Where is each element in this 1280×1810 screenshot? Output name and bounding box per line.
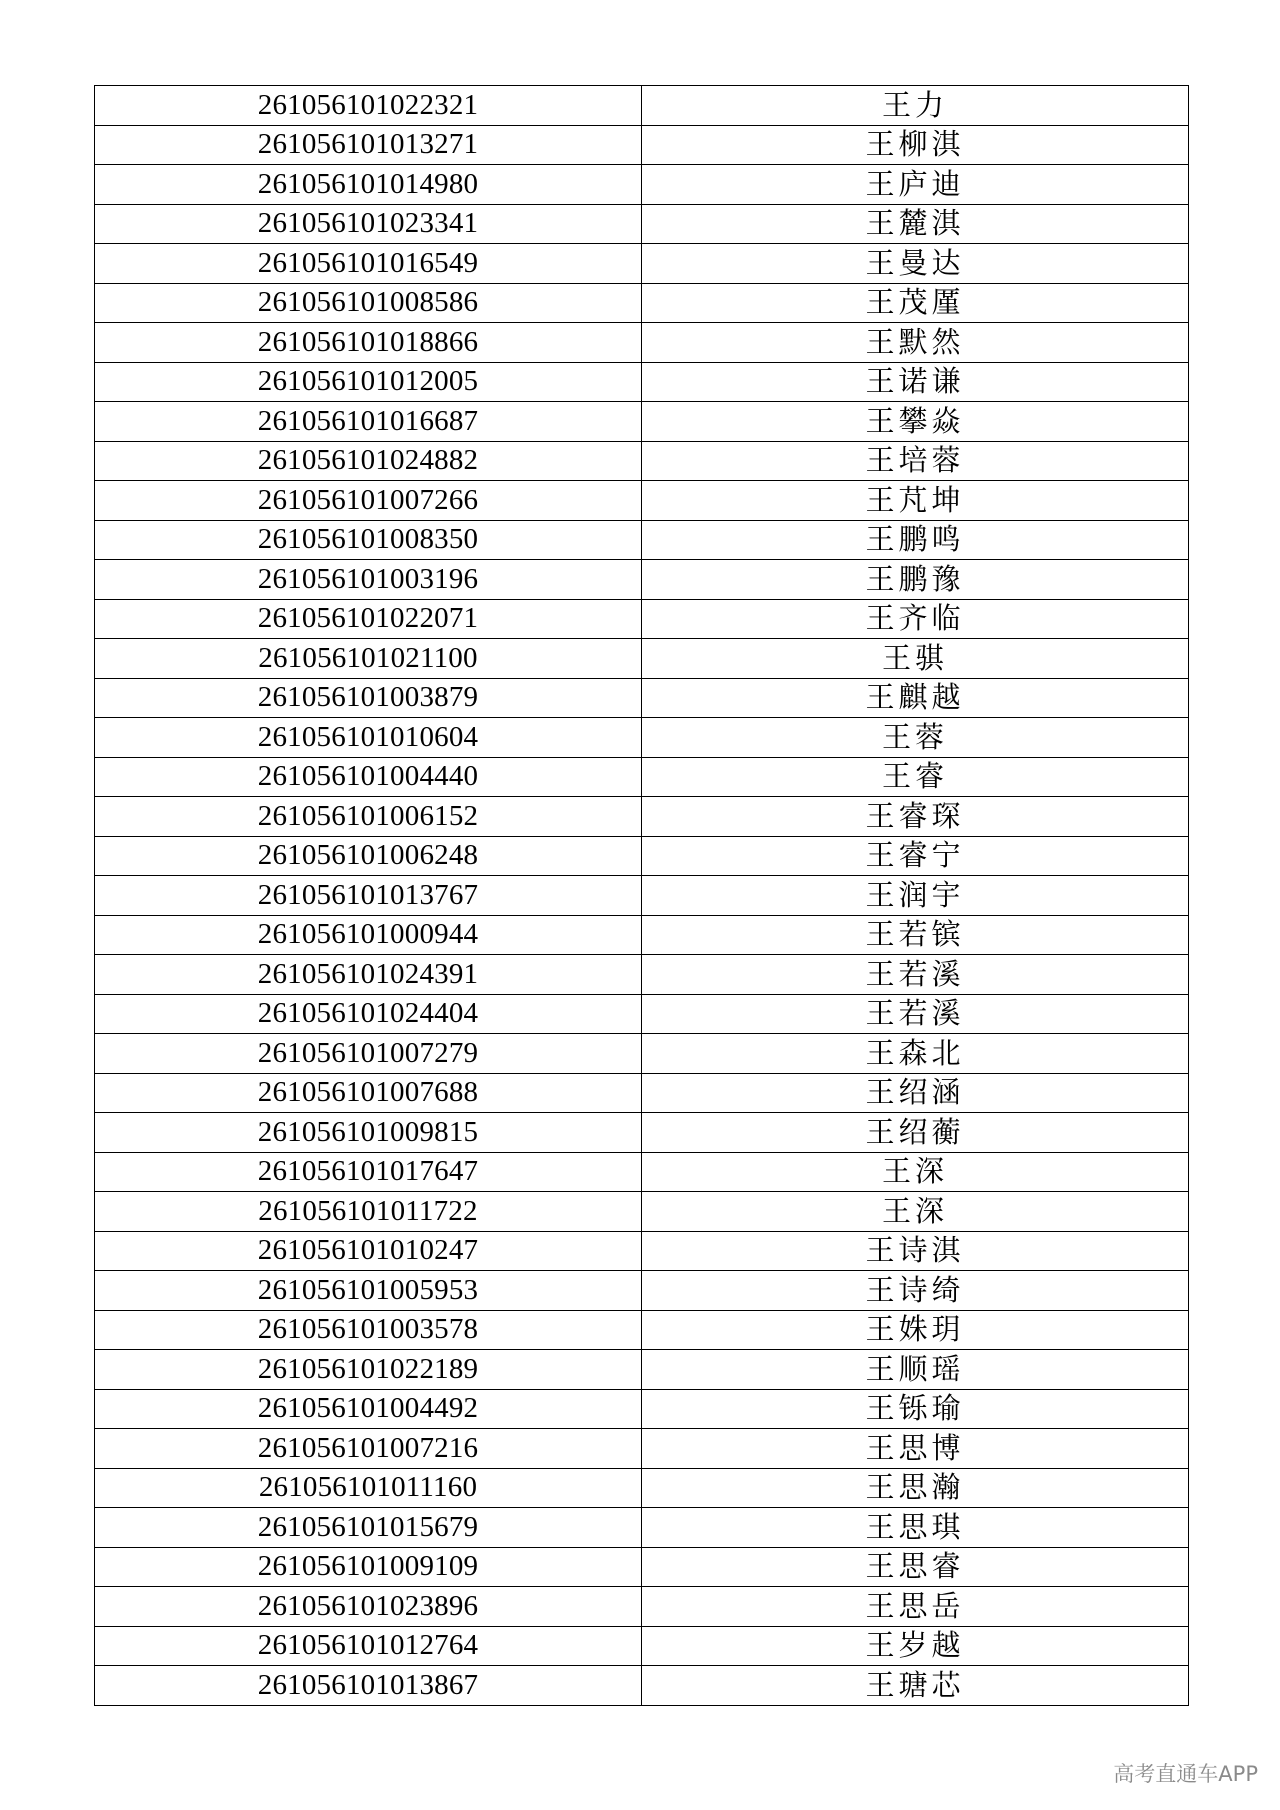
table-row [95,1271,1189,1311]
candidate-name-cell: 王茂厪 [642,283,1189,323]
candidate-id-cell: 261056101014980 [95,165,642,205]
candidate-id-cell: 261056101013271 [95,125,642,165]
candidate-name-cell: 王庐迪 [642,165,1189,205]
table-row [95,876,1189,916]
candidate-id-cell: 261056101024391 [95,955,642,995]
candidate-name-cell: 王柳淇 [642,125,1189,165]
candidate-id-cell: 261056101024404 [95,994,642,1034]
roster-table [94,85,1189,1706]
table-row [95,402,1189,442]
candidate-name-cell: 王若溪 [642,994,1189,1034]
candidate-name-cell: 王思瀚 [642,1468,1189,1508]
candidate-name-cell: 王瑭芯 [642,1666,1189,1706]
table-row [95,1468,1189,1508]
roster-table-body [95,86,1189,1706]
candidate-id-cell: 261056101004440 [95,757,642,797]
table-row [95,1547,1189,1587]
candidate-id-cell: 261056101008350 [95,520,642,560]
candidate-name-cell: 王诺谦 [642,362,1189,402]
table-row [95,1666,1189,1706]
candidate-id-cell: 261056101023341 [95,204,642,244]
table-row [95,165,1189,205]
candidate-id-cell: 261056101013767 [95,876,642,916]
candidate-name-cell: 王诗淇 [642,1231,1189,1271]
candidate-id-cell: 261056101007216 [95,1429,642,1469]
candidate-name-cell: 王若溪 [642,955,1189,995]
candidate-name-cell: 王绍蘅 [642,1113,1189,1153]
candidate-name-cell: 王培蓉 [642,441,1189,481]
table-row [95,1626,1189,1666]
candidate-id-cell: 261056101009109 [95,1547,642,1587]
candidate-id-cell: 261056101024882 [95,441,642,481]
candidate-id-cell: 261056101008586 [95,283,642,323]
table-row [95,244,1189,284]
table-row [95,639,1189,679]
table-row [95,1429,1189,1469]
table-row [95,362,1189,402]
candidate-name-cell: 王睿宁 [642,836,1189,876]
candidate-id-cell: 261056101013867 [95,1666,642,1706]
candidate-id-cell: 261056101010604 [95,718,642,758]
table-row [95,1389,1189,1429]
candidate-id-cell: 261056101023896 [95,1587,642,1627]
table-row [95,1350,1189,1390]
candidate-id-cell: 261056101018866 [95,323,642,363]
candidate-id-cell: 261056101010247 [95,1231,642,1271]
table-row [95,797,1189,837]
candidate-id-cell: 261056101007266 [95,481,642,521]
candidate-id-cell: 261056101003578 [95,1310,642,1350]
candidate-id-cell: 261056101007688 [95,1073,642,1113]
table-row [95,204,1189,244]
candidate-id-cell: 261056101006152 [95,797,642,837]
candidate-name-cell: 王默然 [642,323,1189,363]
candidate-name-cell: 王顺瑶 [642,1350,1189,1390]
candidate-name-cell: 王姝玥 [642,1310,1189,1350]
table-row [95,1508,1189,1548]
candidate-name-cell: 王鹏豫 [642,560,1189,600]
table-row [95,283,1189,323]
candidate-name-cell: 王骐 [642,639,1189,679]
table-row [95,1152,1189,1192]
roster-table-container [94,85,1186,1706]
table-row [95,520,1189,560]
candidate-name-cell: 王芃坤 [642,481,1189,521]
candidate-id-cell: 261056101005953 [95,1271,642,1311]
table-row [95,86,1189,126]
table-row [95,323,1189,363]
candidate-id-cell: 261056101022321 [95,86,642,126]
candidate-name-cell: 王森北 [642,1034,1189,1074]
table-row [95,1034,1189,1074]
candidate-id-cell: 261056101009815 [95,1113,642,1153]
candidate-name-cell: 王鹏鸣 [642,520,1189,560]
candidate-id-cell: 261056101012005 [95,362,642,402]
candidate-name-cell: 王攀焱 [642,402,1189,442]
candidate-id-cell: 261056101017647 [95,1152,642,1192]
table-row [95,836,1189,876]
candidate-name-cell: 王深 [642,1152,1189,1192]
table-row [95,1310,1189,1350]
candidate-name-cell: 王麓淇 [642,204,1189,244]
candidate-name-cell: 王思岳 [642,1587,1189,1627]
candidate-id-cell: 261056101021100 [95,639,642,679]
candidate-id-cell: 261056101016687 [95,402,642,442]
candidate-name-cell: 王诗绮 [642,1271,1189,1311]
candidate-id-cell: 261056101022189 [95,1350,642,1390]
candidate-id-cell: 261056101003196 [95,560,642,600]
table-row [95,1587,1189,1627]
table-row [95,481,1189,521]
candidate-id-cell: 261056101007279 [95,1034,642,1074]
candidate-name-cell: 王曼达 [642,244,1189,284]
candidate-name-cell: 王深 [642,1192,1189,1232]
candidate-name-cell: 王铄瑜 [642,1389,1189,1429]
candidate-name-cell: 王绍涵 [642,1073,1189,1113]
table-row [95,994,1189,1034]
table-row [95,955,1189,995]
watermark: 高考直通车APP [1113,1762,1258,1786]
candidate-id-cell: 261056101000944 [95,915,642,955]
table-row [95,560,1189,600]
candidate-id-cell: 261056101015679 [95,1508,642,1548]
table-row [95,1073,1189,1113]
candidate-name-cell: 王若镔 [642,915,1189,955]
candidate-id-cell: 261056101011722 [95,1192,642,1232]
table-row [95,757,1189,797]
table-row [95,915,1189,955]
candidate-name-cell: 王睿琛 [642,797,1189,837]
candidate-id-cell: 261056101006248 [95,836,642,876]
candidate-id-cell: 261056101011160 [95,1468,642,1508]
candidate-id-cell: 261056101016549 [95,244,642,284]
candidate-id-cell: 261056101003879 [95,678,642,718]
table-row [95,125,1189,165]
candidate-name-cell: 王蓉 [642,718,1189,758]
candidate-id-cell: 261056101022071 [95,599,642,639]
candidate-name-cell: 王力 [642,86,1189,126]
candidate-name-cell: 王思博 [642,1429,1189,1469]
candidate-name-cell: 王思琪 [642,1508,1189,1548]
candidate-name-cell: 王睿 [642,757,1189,797]
table-row [95,718,1189,758]
candidate-name-cell: 王润宇 [642,876,1189,916]
table-row [95,1113,1189,1153]
candidate-name-cell: 王麒越 [642,678,1189,718]
table-row [95,599,1189,639]
candidate-name-cell: 王岁越 [642,1626,1189,1666]
candidate-id-cell: 261056101012764 [95,1626,642,1666]
candidate-id-cell: 261056101004492 [95,1389,642,1429]
table-row [95,441,1189,481]
table-row [95,678,1189,718]
table-row [95,1231,1189,1271]
candidate-name-cell: 王齐临 [642,599,1189,639]
candidate-name-cell: 王思睿 [642,1547,1189,1587]
table-row [95,1192,1189,1232]
